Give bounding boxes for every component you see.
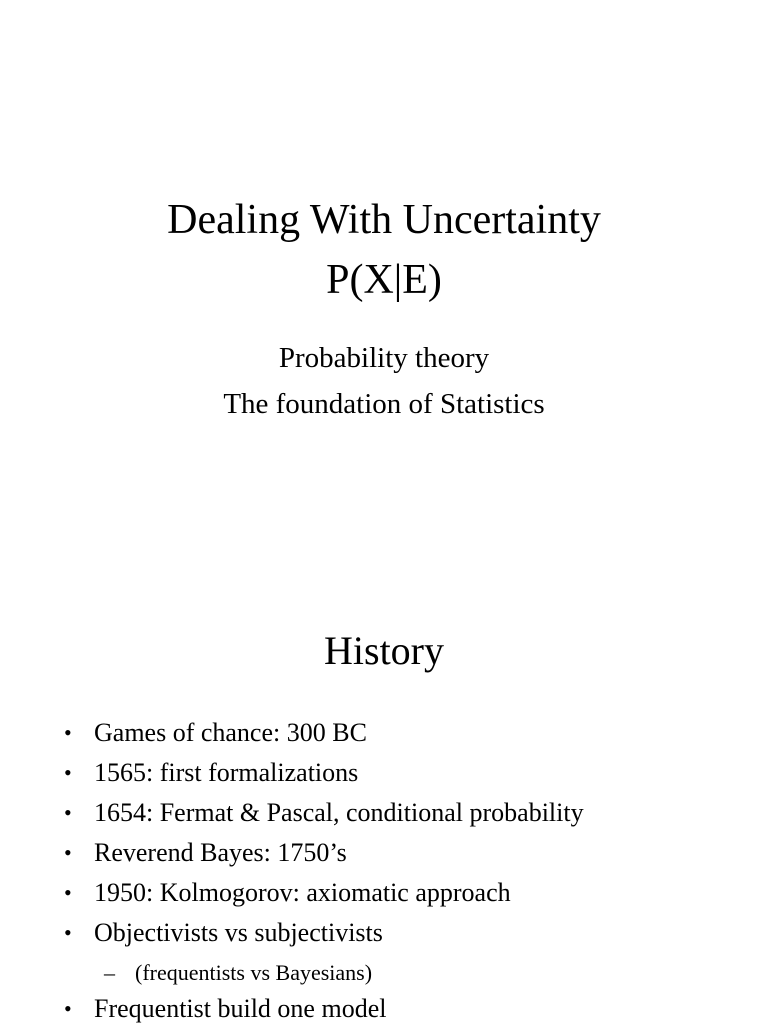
bullet-item bbox=[0, 918, 768, 958]
bullet-icon: • bbox=[64, 920, 72, 945]
bullet-text: Games of chance: 300 BC bbox=[94, 718, 367, 747]
bullet-text: Objectivists vs subjectivists bbox=[94, 918, 383, 947]
slide-title-line-1: Dealing With Uncertainty bbox=[167, 197, 601, 243]
dash-icon: – bbox=[104, 960, 115, 985]
bullet-icon: • bbox=[64, 840, 72, 865]
history-title: History bbox=[324, 628, 444, 673]
sub-bullet-item bbox=[0, 958, 768, 994]
bullet-item bbox=[0, 718, 768, 758]
history-bullet-list bbox=[0, 718, 768, 1034]
bullet-icon: • bbox=[64, 996, 72, 1021]
bullet-text: Frequentist build one model bbox=[94, 994, 387, 1023]
slide-subtitle-line-2: The foundation of Statistics bbox=[223, 388, 545, 420]
bullet-text: 1654: Fermat & Pascal, conditional probability bbox=[94, 798, 584, 827]
bullet-item bbox=[0, 758, 768, 798]
bullet-icon: • bbox=[64, 760, 72, 785]
bullet-text: Reverend Bayes: 1750’s bbox=[94, 838, 347, 867]
bullet-item bbox=[0, 798, 768, 838]
bullet-item bbox=[0, 878, 768, 918]
bullet-icon: • bbox=[64, 880, 72, 905]
slide-2 bbox=[0, 512, 768, 1024]
slide-1 bbox=[0, 0, 768, 512]
bullet-icon: • bbox=[64, 800, 72, 825]
bullet-item bbox=[0, 838, 768, 878]
sub-bullet-text: (frequentists vs Bayesians) bbox=[135, 960, 373, 985]
bullet-item bbox=[0, 994, 768, 1034]
bullet-text: 1950: Kolmogorov: axiomatic approach bbox=[94, 878, 511, 907]
slide-subtitle-line-1: Probability theory bbox=[278, 342, 490, 374]
slide-title-line-2: P(X|E) bbox=[326, 257, 442, 303]
bullet-text: 1565: first formalizations bbox=[94, 758, 359, 787]
bullet-icon: • bbox=[64, 720, 72, 745]
